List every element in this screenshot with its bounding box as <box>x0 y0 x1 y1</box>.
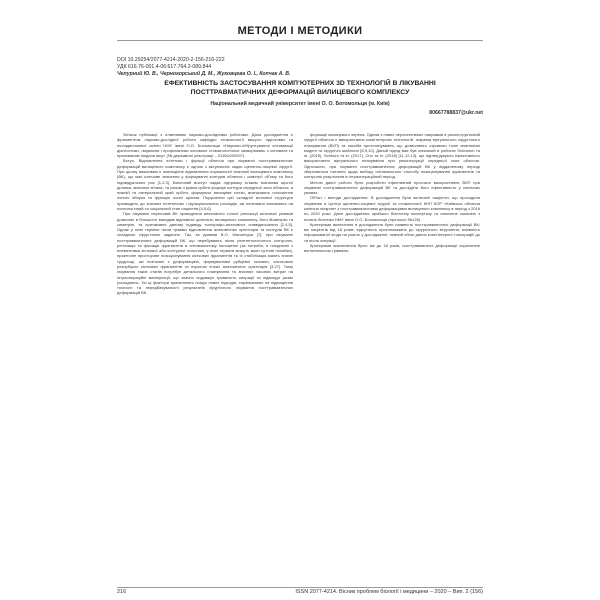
paragraph: Зв’язок публікації з плановими науково-дослідними роботами. Дана дослідження є фрагментом науково-дослідної роботи кафедри стоматології вищого підготовки та післядипломної освіти НМУ імені О.О. Богомольця «Науково-обґрунтування оптимізації діагностики, лікування і профілактики основних стоматологічних захворювань з основних та прихованим людини віку» (№ державної реєстрації – 0115U000907). <box>117 132 293 159</box>
paragraph: Вступ. Відновлення естетики і функції обличчя при лікуванні посттравматичних деформацій вилицевого комплексу є одною з актуальних задач щелепно-лицевої хірургії. При цьому важливим є повноцінне відновлення нормальної анатомії вилицевого комплексу (ВК), що має ключове значення у формуванні контурів обличчя і симетрії об’єму та його індивідуальних рис [1,2,3]. Виличний виступ надає підтримку м’яким тканинам щічної ділянки, мімічних м’язах, та разом з краєм орбіти формує контури середньої зони обличчя, а нижній та латеральний край орбіти, формуючи вилицеве кістки, визначають положення очного яблука та функцію очної щілини. Порушення цієї складної кісткової структури призводить до значних естетичних і функціональних розладів, які негативно впливають на психологічний та соціальний стан пацієнтів [4,5,6]. <box>117 158 293 211</box>
paragraph: Метою даної роботи було розробити ефективний протокол використання ВХП при лікуванні посттравматичних деформацій ВК та дослідити його ефективність у клінічних умовах. <box>304 179 480 196</box>
doi: DOI 10.29254/2077-4214-2020-2-156-216-222 <box>117 57 225 63</box>
article-title-line-1: ЕФЕКТИВНІСТЬ ЗАСТОСУВАННЯ КОМП’ЮТЕРНИХ 3D ТЕХНОЛОГІЙ В ЛІКУВАННІ <box>164 80 436 87</box>
right-column <box>304 132 480 577</box>
paragraph: формації вилицевого черепа. Одним з нових перспективних напрямків в реконструктивній хірургії обличчя є використання комп’ютерних технологій, зокрема віртуального хірургічного планування (ВХП) та засобів прототипування, що дозволяють отримати точні анатомічні моделі та хірургічні шаблони [8,9,10]. Даний підхід вже був описаний в роботах Schramm та ін. (2015), Scheurs та ін. (2017), Cho та ін. (2018) [11,12,13], що підтверджують ефективність використання віртуального планування при реконструкції середньої зони обличчя. Одночасно, при лікуванні посттравматичних деформацій ВК у віддаленому періоді зберігаються питання щодо вибору оптимального способу позиціонування фрагментів та контролю результатів в інтраопераційний період. <box>304 132 480 180</box>
paragraph: Критеріями включення в дослідження були наявність посттравматичної деформації ВК; вік пацієнтів від 18 років; відсутність протипоказань до хірургічного втручання; наявність інформованої згоди на участь у дослідженні; повний обсяг даних комп’ютерної томографії до та після операції. <box>304 221 480 243</box>
header-rule <box>117 40 483 41</box>
paragraph: Критеріями виключення були: вік до 18 років, посттравматичні деформації спричинені вогнепальною травмою. <box>304 242 480 254</box>
article-title-line-2: ПОСТТРАВМАТИЧНИХ ДЕФОРМАЦІЙ ВИЛИЦЕВОГО КОМПЛЕКСУ <box>190 89 410 96</box>
left-column <box>117 132 293 577</box>
journal-citation: ISSN 2077-4214. Вісник проблем біології і медицини – 2020 – Вип. 2 (156) <box>295 589 483 595</box>
udk: УДК 616.76-001.4-06:617.764.2-089.844 <box>117 64 212 70</box>
section-header: МЕТОДИ І МЕТОДИКИ <box>237 25 363 37</box>
paragraph: При лікуванні переломів ВК проведення анатомічно точної репозиції кісткових уламків дозволяє в більшості випадків відновити цілісність вилицевого комплексу, його біометрію та симетрію, та притаманні даному індивіду топографо-анатомічні співвідношення [2,4,5]. Однак у пізні терміни після травми відновлення анатомічних орієнтирів та контурів ВК є складною хірургічною задачею. Так, за даними В.О. Маланчука [7], при лікуванні посттравматичних деформацій ВК, що перебувають після рентгенологічного контролю, репозиція та фіксація фрагментів в оптимальному положенні (за потреби, в поєднанні з елементами кісткової або контурної пластики, у пізні терміни можуть мати суттєві похибки), практичне просторове позиціонування кісткових фрагментів та їх стабілізація мають значні труднощі, які пов’язані з деформацією, формуванням рубцевої тканини, частковою резорбцією кісткових фрагментів та втратою чітких анатомічних орієнтирів [3,27]. Тому лікування таких станів потребує детального планування та значних часових витрат на інтраопераційні маніпуляції, що значно подовжує тривалість операції та підвищує ризик ускладнень. Усі ці фактори зумовлюють пошук нових підходів, спрямованих на підвищення точності та передбачуваності результатів хірургічного лікування посттравматичних деформацій ВК. <box>117 211 293 296</box>
paragraph: Об’єкт і методи дослідження. В дослідження були включені пацієнти, що проходили лікування в Центрі щелепно-лицевої хірургії та стоматології КНП КОР «Київська обласна клінічна лікарня» з посттравматичними деформаціями вилицевого комплексу в період з 2016 по 2020 роки. Дане дослідження пройшло біоетичну експертизу та схвалене комісією з питань біоетики НМУ імені О.О. Богомольця (протокол №126). <box>304 195 480 222</box>
author-email: 80667788837@ukr.net <box>429 110 483 116</box>
authors: Чепурний Ю. В., Черногорський Д. М., Жуковцева О. І., Копчак А. В. <box>117 71 291 77</box>
affiliation: Національний медичний університет імені О. О. Богомольця (м. Київ) <box>210 101 390 107</box>
footer-rule <box>117 587 483 588</box>
page-number: 216 <box>117 589 127 595</box>
